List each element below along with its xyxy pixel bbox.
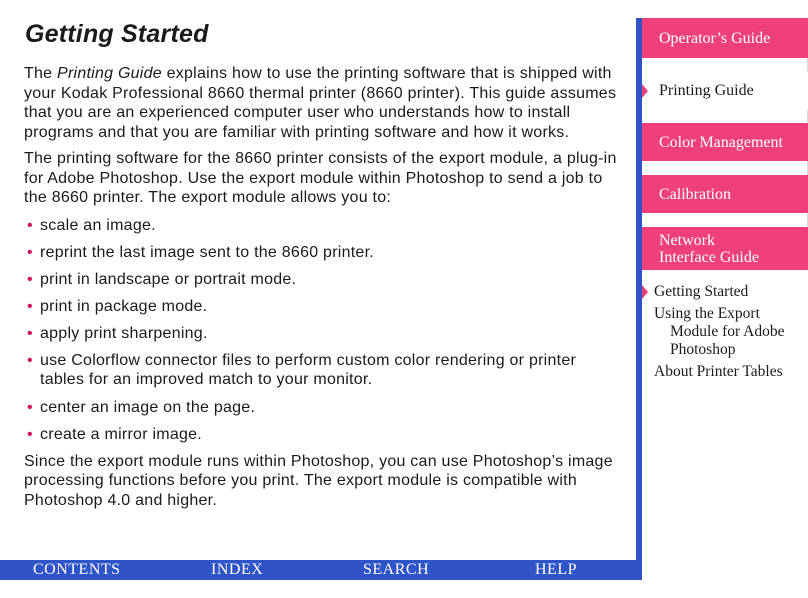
- list-item-text: print in landscape or portrait mode.: [40, 270, 297, 288]
- bullet-icon: •: [27, 216, 33, 234]
- tab-printing-guide-label: Printing Guide: [659, 82, 754, 99]
- subnav-about-printer-tables[interactable]: [642, 363, 808, 381]
- bullet-icon: •: [27, 270, 33, 288]
- current-section-marker-icon: [642, 285, 648, 299]
- index-link[interactable]: INDEX: [211, 561, 264, 578]
- intro-post: explains how to use the printing software that is shipped with your Kodak Professional 8660 thermal printer (8660 printer). This guide assumes that you are an experienced computer user who understands how to install programs and that you are familiar with printing software and how it works.: [24, 65, 617, 141]
- intro-pre: The: [24, 65, 58, 82]
- list-item: [24, 398, 624, 418]
- bullet-icon: •: [27, 351, 33, 369]
- bottom-nav-bar: [0, 560, 642, 580]
- list-item: [24, 243, 624, 263]
- sidebar: [642, 18, 808, 598]
- subnav-export-line3: Photoshop: [670, 341, 736, 358]
- list-item: [24, 425, 624, 445]
- list-item: [24, 216, 624, 236]
- bullet-icon: •: [27, 297, 33, 315]
- tab-operators-guide-label: Operator’s Guide: [659, 29, 771, 47]
- subnav-printer-tables-label: About Printer Tables: [654, 363, 783, 380]
- tab-network-interface-label: [659, 232, 759, 266]
- list-item: [24, 324, 624, 344]
- tab-network-line2: Interface Guide: [659, 248, 759, 266]
- subnav-getting-started-label: Getting Started: [654, 283, 749, 300]
- page-title: Getting Started: [25, 20, 209, 48]
- subnav-using-export-module[interactable]: [642, 305, 808, 359]
- bullet-icon: •: [27, 243, 33, 261]
- contents-link[interactable]: CONTENTS: [33, 561, 121, 578]
- current-marker-icon: [642, 84, 648, 98]
- list-item: [24, 270, 624, 290]
- list-item-text: reprint the last image sent to the 8660 printer.: [40, 243, 374, 261]
- feature-list: [24, 216, 624, 445]
- tab-printing-guide[interactable]: [642, 71, 808, 110]
- tab-operators-guide[interactable]: [642, 18, 808, 58]
- list-item: [24, 297, 624, 317]
- search-link[interactable]: SEARCH: [363, 561, 430, 578]
- list-item-text: scale an image.: [40, 216, 156, 234]
- photoshop-paragraph: Since the export module runs within Photoshop, you can use Photoshop’s image processing functions before you print. The export module is compatible with Photoshop 4.0 and higher.: [24, 452, 613, 509]
- tab-calibration[interactable]: [642, 175, 808, 213]
- bullet-icon: •: [27, 398, 33, 416]
- list-item-text: apply print sharpening.: [40, 324, 208, 342]
- list-item-text: print in package mode.: [40, 297, 208, 315]
- section-nav: [642, 283, 808, 385]
- bullet-icon: •: [27, 425, 33, 443]
- help-link[interactable]: HELP: [535, 561, 577, 578]
- intro-paragraph: [24, 64, 624, 142]
- tab-calibration-label: Calibration: [659, 185, 731, 203]
- intro-italic: Printing Guide: [57, 65, 162, 82]
- list-item: [24, 351, 624, 390]
- list-item-text: create a mirror image.: [40, 425, 202, 443]
- software-paragraph: The printing software for the 8660 printer consists of the export module, a plug-in for Adobe Photoshop. Use the export module within Photoshop to send a job to the 8660 printer. The export module allows you to:: [24, 150, 617, 206]
- bullet-icon: •: [27, 324, 33, 342]
- tab-color-management[interactable]: [642, 123, 808, 161]
- subnav-getting-started[interactable]: [642, 283, 808, 301]
- subnav-export-line2: Module for Adobe: [670, 323, 785, 340]
- tab-network-line1: Network: [659, 231, 715, 249]
- subnav-export-line1: Using the Export: [654, 305, 760, 322]
- body-text: [24, 64, 624, 510]
- list-item-text: center an image on the page.: [40, 398, 256, 416]
- list-item-text: use Colorflow connector files to perform custom color rendering or printer tables for an improved match to your monitor.: [40, 351, 577, 389]
- tab-color-management-label: Color Management: [659, 133, 783, 151]
- tab-network-interface-guide[interactable]: [642, 227, 808, 270]
